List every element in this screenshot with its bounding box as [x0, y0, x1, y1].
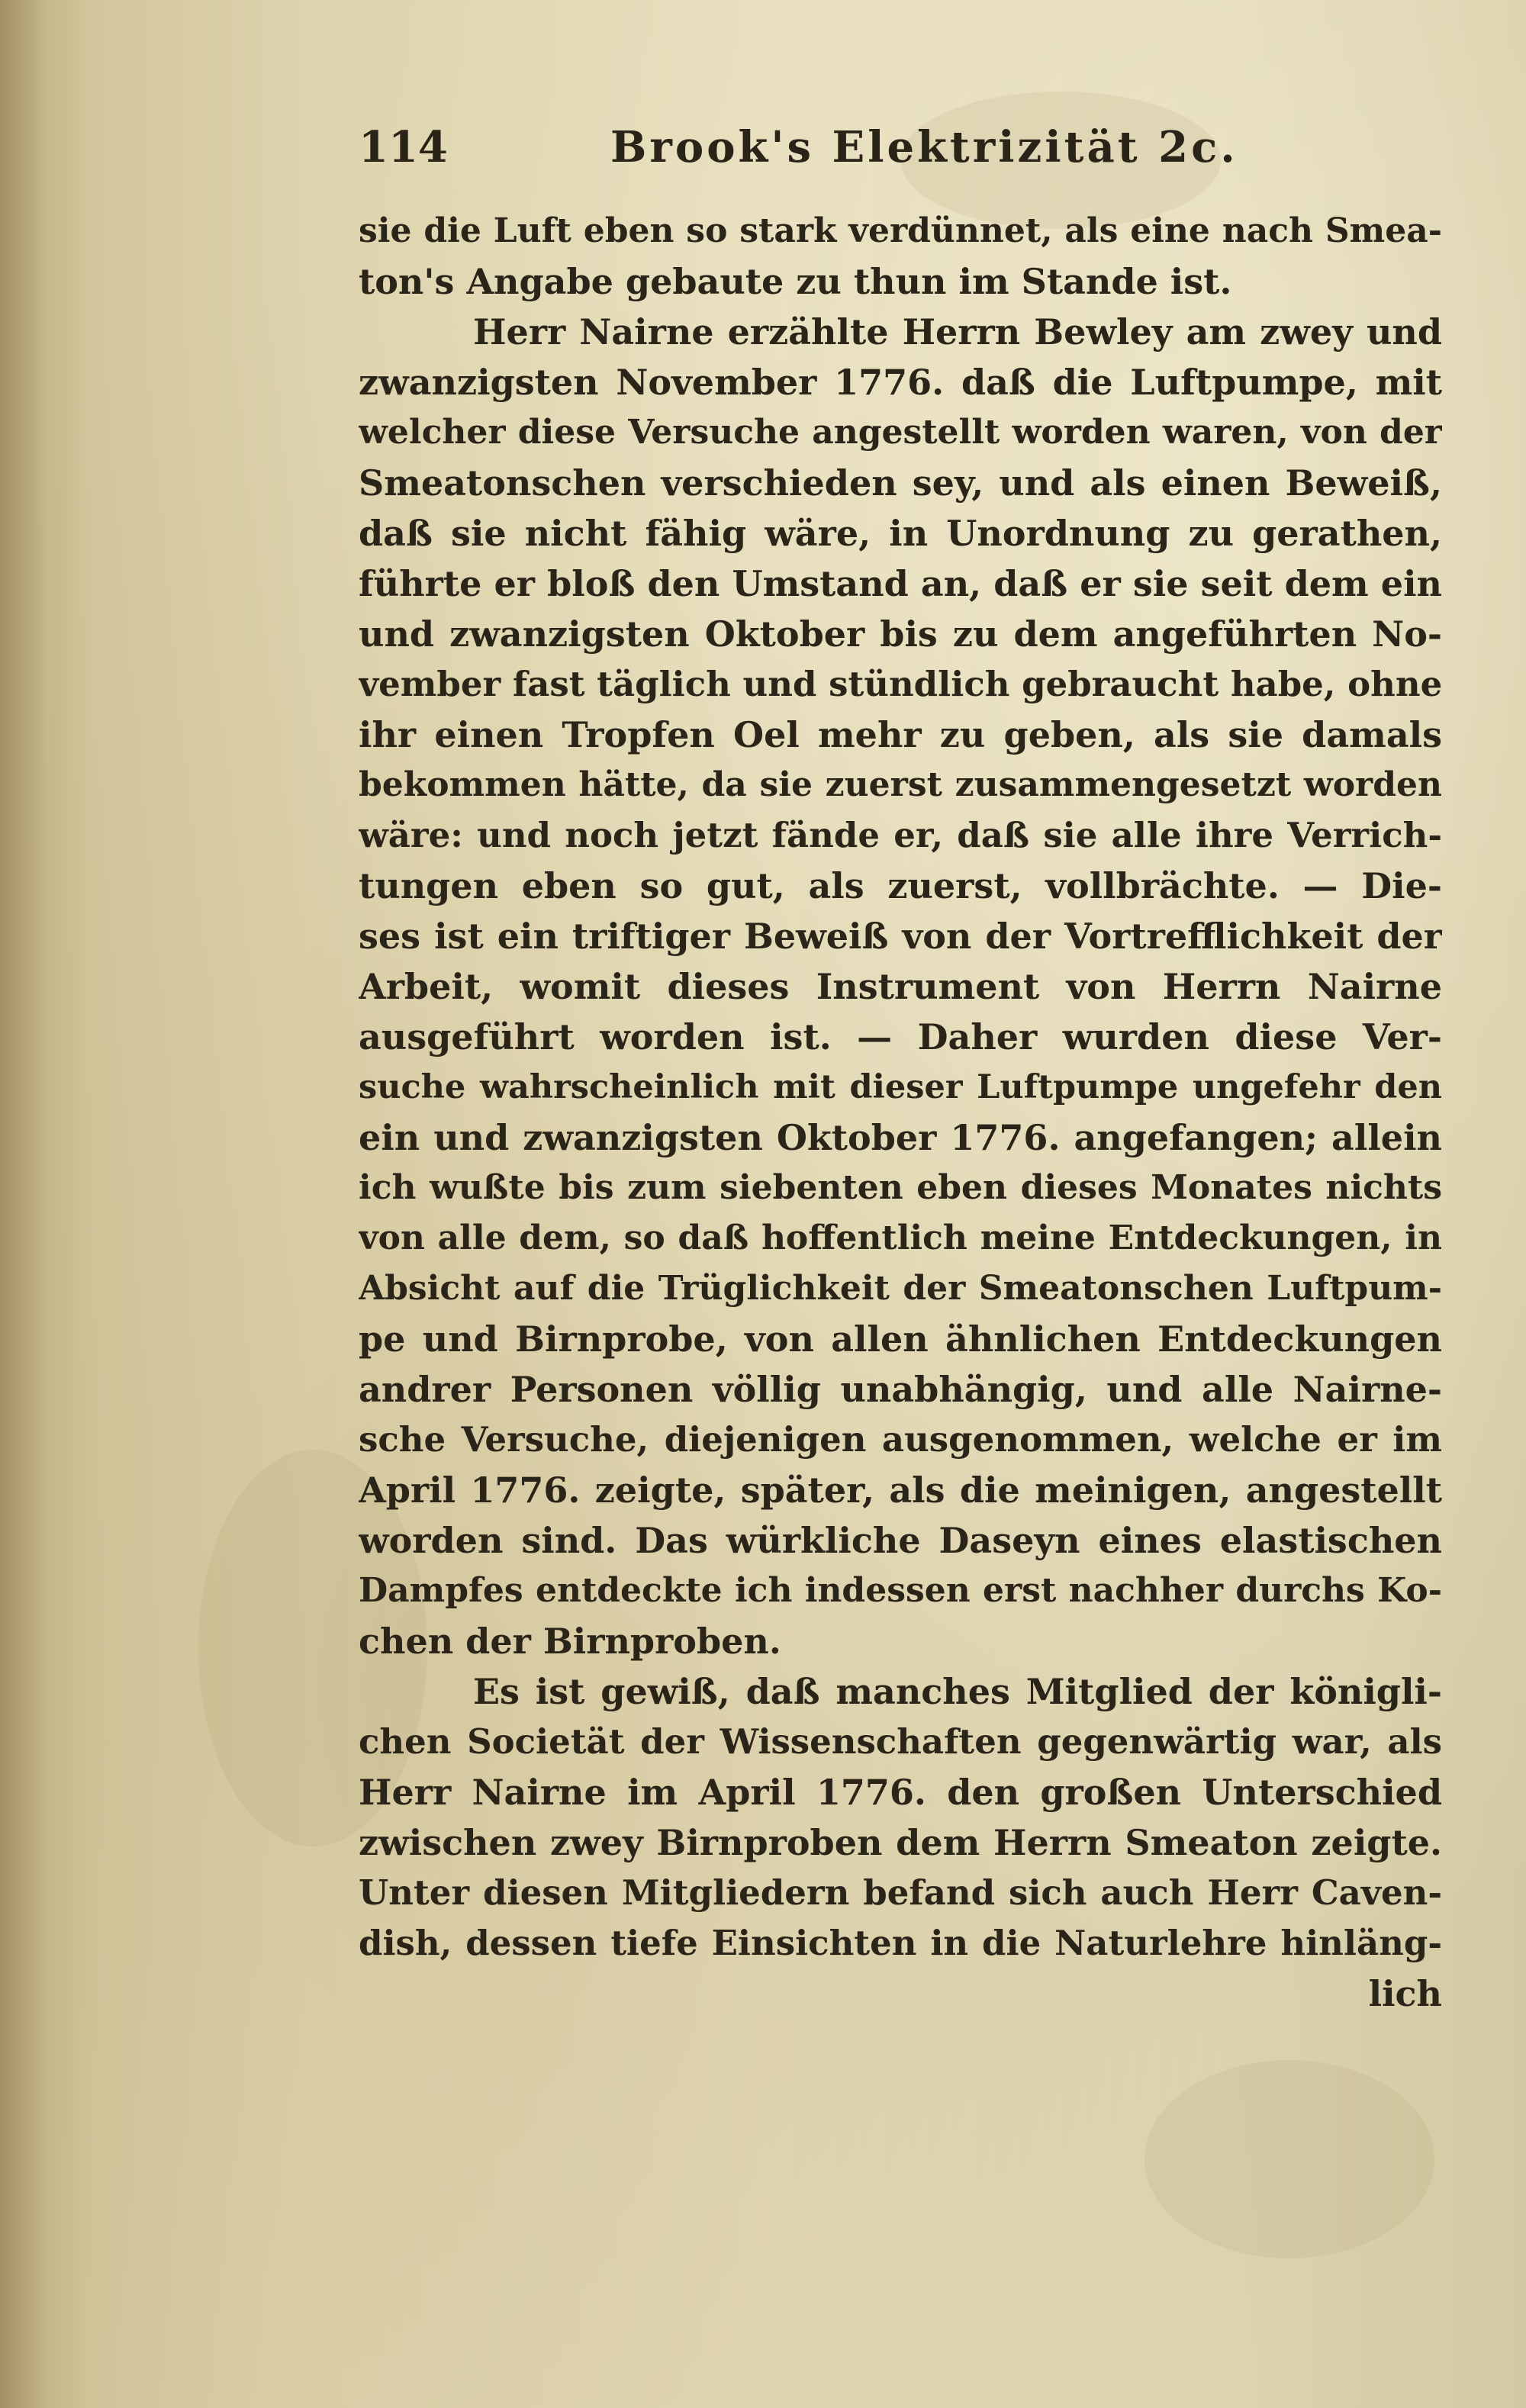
text-line: April 1776. zeigte, später, als die meinigen, angestellt [359, 1470, 1442, 1511]
text-line: von alle dem, so daß hoffentlich meine Entdeckungen, in [359, 1218, 1442, 1257]
running-head: Brook's Elektrizität 2c. [610, 122, 1238, 172]
text-line: ses ist ein triftiger Beweiß von der Vortrefflichkeit der [359, 916, 1442, 957]
text-line: ich wußte bis zum siebenten eben dieses Monates nichts [359, 1168, 1442, 1207]
text-line: Herr Nairne im April 1776. den großen Unterschied [359, 1772, 1442, 1813]
text-line: und zwanzigsten Oktober bis zu dem angeführten No- [359, 613, 1442, 655]
text-line: tungen eben so gut, als zuerst, vollbrächte. — Die- [359, 865, 1442, 906]
text-line: Smeatonschen verschieden sey, und als einen Beweiß, [359, 462, 1442, 504]
text-line: führte er bloß den Umstand an, daß er sie seit dem ein [359, 563, 1442, 604]
body-text [359, 206, 1442, 2019]
text-line: dish, dessen tiefe Einsichten in die Naturlehre hinläng- [359, 1923, 1442, 1963]
text-line: Herr Nairne erzählte Herrn Bewley am zwey und [473, 311, 1442, 353]
page-edge-shadow [0, 0, 46, 2408]
text-line: wäre: und noch jetzt fände er, daß sie alle ihre Verrich- [359, 815, 1442, 855]
text-line: Arbeit, womit dieses Instrument von Herrn Nairne [359, 966, 1442, 1007]
text-line: Es ist gewiß, daß manches Mitglied der königli- [473, 1671, 1442, 1712]
catchword: lich [1368, 1973, 1442, 2014]
text-line: chen der Birnproben. [359, 1621, 781, 1662]
text-line: ein und zwanzigsten Oktober 1776. angefangen; allein [359, 1117, 1442, 1158]
text-line: pe und Birnprobe, von allen ähnlichen Entdeckungen [359, 1318, 1442, 1360]
text-line: andrer Personen völlig unabhängig, und alle Nairne- [359, 1369, 1442, 1410]
text-line: ausgeführt worden ist. — Daher wurden diese Ver- [359, 1016, 1442, 1058]
page-number: 114 [359, 122, 448, 172]
text-line: vember fast täglich und stündlich gebraucht habe, ohne [359, 664, 1442, 704]
text-line: zwischen zwey Birnproben dem Herrn Smeaton zeigte. [359, 1822, 1442, 1863]
text-line: Unter diesen Mitgliedern befand sich auch Herr Caven- [359, 1872, 1442, 1913]
text-line: sche Versuche, diejenigen ausgenommen, welche er im [359, 1419, 1442, 1460]
page-header [359, 122, 1457, 191]
text-line: daß sie nicht fähig wäre, in Unordnung zu gerathen, [359, 513, 1442, 554]
text-line: bekommen hätte, da sie zuerst zusammengesetzt worden [359, 765, 1442, 804]
text-line: ihr einen Tropfen Oel mehr zu geben, als sie damals [359, 714, 1442, 755]
paper-stain [1144, 2060, 1434, 2258]
text-line: Absicht auf die Trüglichkeit der Smeatonschen Luftpum- [359, 1269, 1442, 1308]
text-line: zwanzigsten November 1776. daß die Luftpumpe, mit [359, 362, 1442, 403]
text-line: ton's Angabe gebaute zu thun im Stande ist. [359, 261, 1232, 302]
text-line: worden sind. Das würkliche Daseyn eines elastischen [359, 1520, 1442, 1561]
text-line: chen Societät der Wissenschaften gegenwärtig war, als [359, 1721, 1442, 1762]
text-line: suche wahrscheinlich mit dieser Luftpumpe ungefehr den [359, 1068, 1442, 1106]
text-line: welcher diese Versuche angestellt worden waren, von der [359, 413, 1442, 452]
text-line: sie die Luft eben so stark verdünnet, als eine nach Smea- [359, 211, 1442, 250]
text-line: Dampfes entdeckte ich indessen erst nachher durchs Ko- [359, 1571, 1442, 1610]
